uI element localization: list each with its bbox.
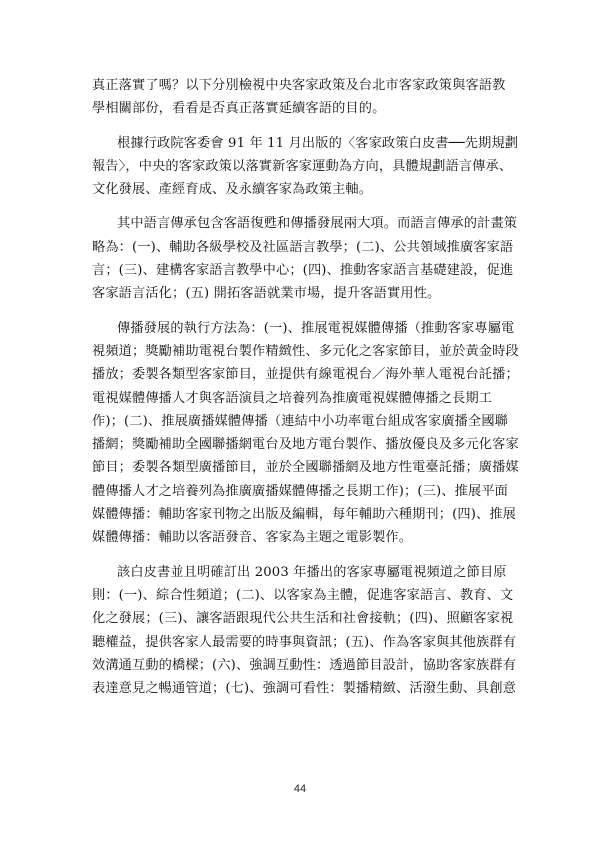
text-line: 效溝通互動的橋樑；(六)、強調互動性：透過節目設計，協助客家族群有 xyxy=(92,657,517,673)
text-line: 節目；委製各類型廣播節目，並於全國聯播網及地方性電臺託播；廣播媒 xyxy=(92,460,519,476)
text-line: 根據行政院客委會 91 年 11 月出版的〈客家政策白皮書──先期規劃 xyxy=(117,135,519,151)
body-text xyxy=(92,74,519,711)
text-line: 文化發展、產經育成、及永續客家為政策主軸。 xyxy=(92,182,373,198)
text-line: 客家語言活化；(五) 開拓客語就業市場，提升客語實用性。 xyxy=(92,286,441,302)
text-line: 言；(三)、建構客家語言教學中心；(四)、推動客家語言基礎建設，促進 xyxy=(92,263,514,279)
page-number: 44 xyxy=(293,783,307,795)
text-line: 媒體傳播：輔助以客語發音、客家為主題之電影製作。 xyxy=(92,530,413,546)
paragraph-media-development xyxy=(92,317,519,550)
text-line: 則：(一)、綜合性頻道；(二)、以客家為主體，促進客家語言、教育、文 xyxy=(92,587,514,603)
text-line: 傳播發展的執行方法為：(一)、推展電視媒體傳播（推動客家專屬電 xyxy=(117,320,515,336)
text-line: 電視媒體傳播人才與客語演員之培養列為推廣電視媒體傳播之長期工 xyxy=(92,390,493,406)
text-line: 真正落實了嗎？以下分別檢視中央客家政策及台北市客家政策與客語教 xyxy=(92,78,506,93)
text-line: 聽權益，提供客家人最需要的時事與資訊；(五)、作為客家與其他族群有 xyxy=(92,634,517,650)
text-line: 作)；(二)、推展廣播媒體傳播（連結中小功率電台組成客家廣播全國聯 xyxy=(92,413,509,429)
text-line: 體傳播人才之培養列為推廣廣播媒體傳播之長期工作)；(三)、推展平面 xyxy=(92,483,509,499)
text-line: 其中語言傳承包含客語復甦和傳播發展兩大項。而語言傳承的計畫策 xyxy=(117,216,518,232)
text-line: 報告〉，中央的客家政策以落實新客家運動為方向，具體規劃語言傳承、 xyxy=(92,158,513,174)
paragraph-program-principles xyxy=(92,561,517,701)
text-line: 略為：(一)、輔助各級學校及社區語言教學；(二)、公共領域推廣客家語 xyxy=(92,239,514,255)
text-line: 化之發展；(三)、讓客語跟現代公共生活和社會接軌；(四)、照顧客家視 xyxy=(92,611,514,627)
text-line: 播網；獎勵補助全國聯播網電台及地方電台製作、播放優良及多元化客家 xyxy=(92,437,519,453)
text-line: 表達意見之暢通管道；(七)、強調可看性：製播精緻、活潑生動、具創意 xyxy=(92,681,517,697)
text-line: 該白皮書並且明確訂出 2003 年播出的客家專屬電視頻道之節目原 xyxy=(117,564,507,580)
text-line: 學相關部份，看看是否真正落實延續客語的目的。 xyxy=(92,101,386,117)
text-line: 媒體傳播：輔助客家刊物之出版及編輯，每年輔助六種期刊；(四)、推展 xyxy=(92,507,517,523)
paragraph-language-inheritance xyxy=(92,212,518,305)
paragraph-white-paper xyxy=(92,132,519,202)
text-line: 播放；委製各類型客家節目，並提供有線電視台／海外華人電視台託播； xyxy=(92,367,519,383)
text-line: 視頻道；獎勵補助電視台製作精緻性、多元化之客家節目，並於黃金時段 xyxy=(92,343,519,359)
paragraph-continuation xyxy=(92,74,512,121)
